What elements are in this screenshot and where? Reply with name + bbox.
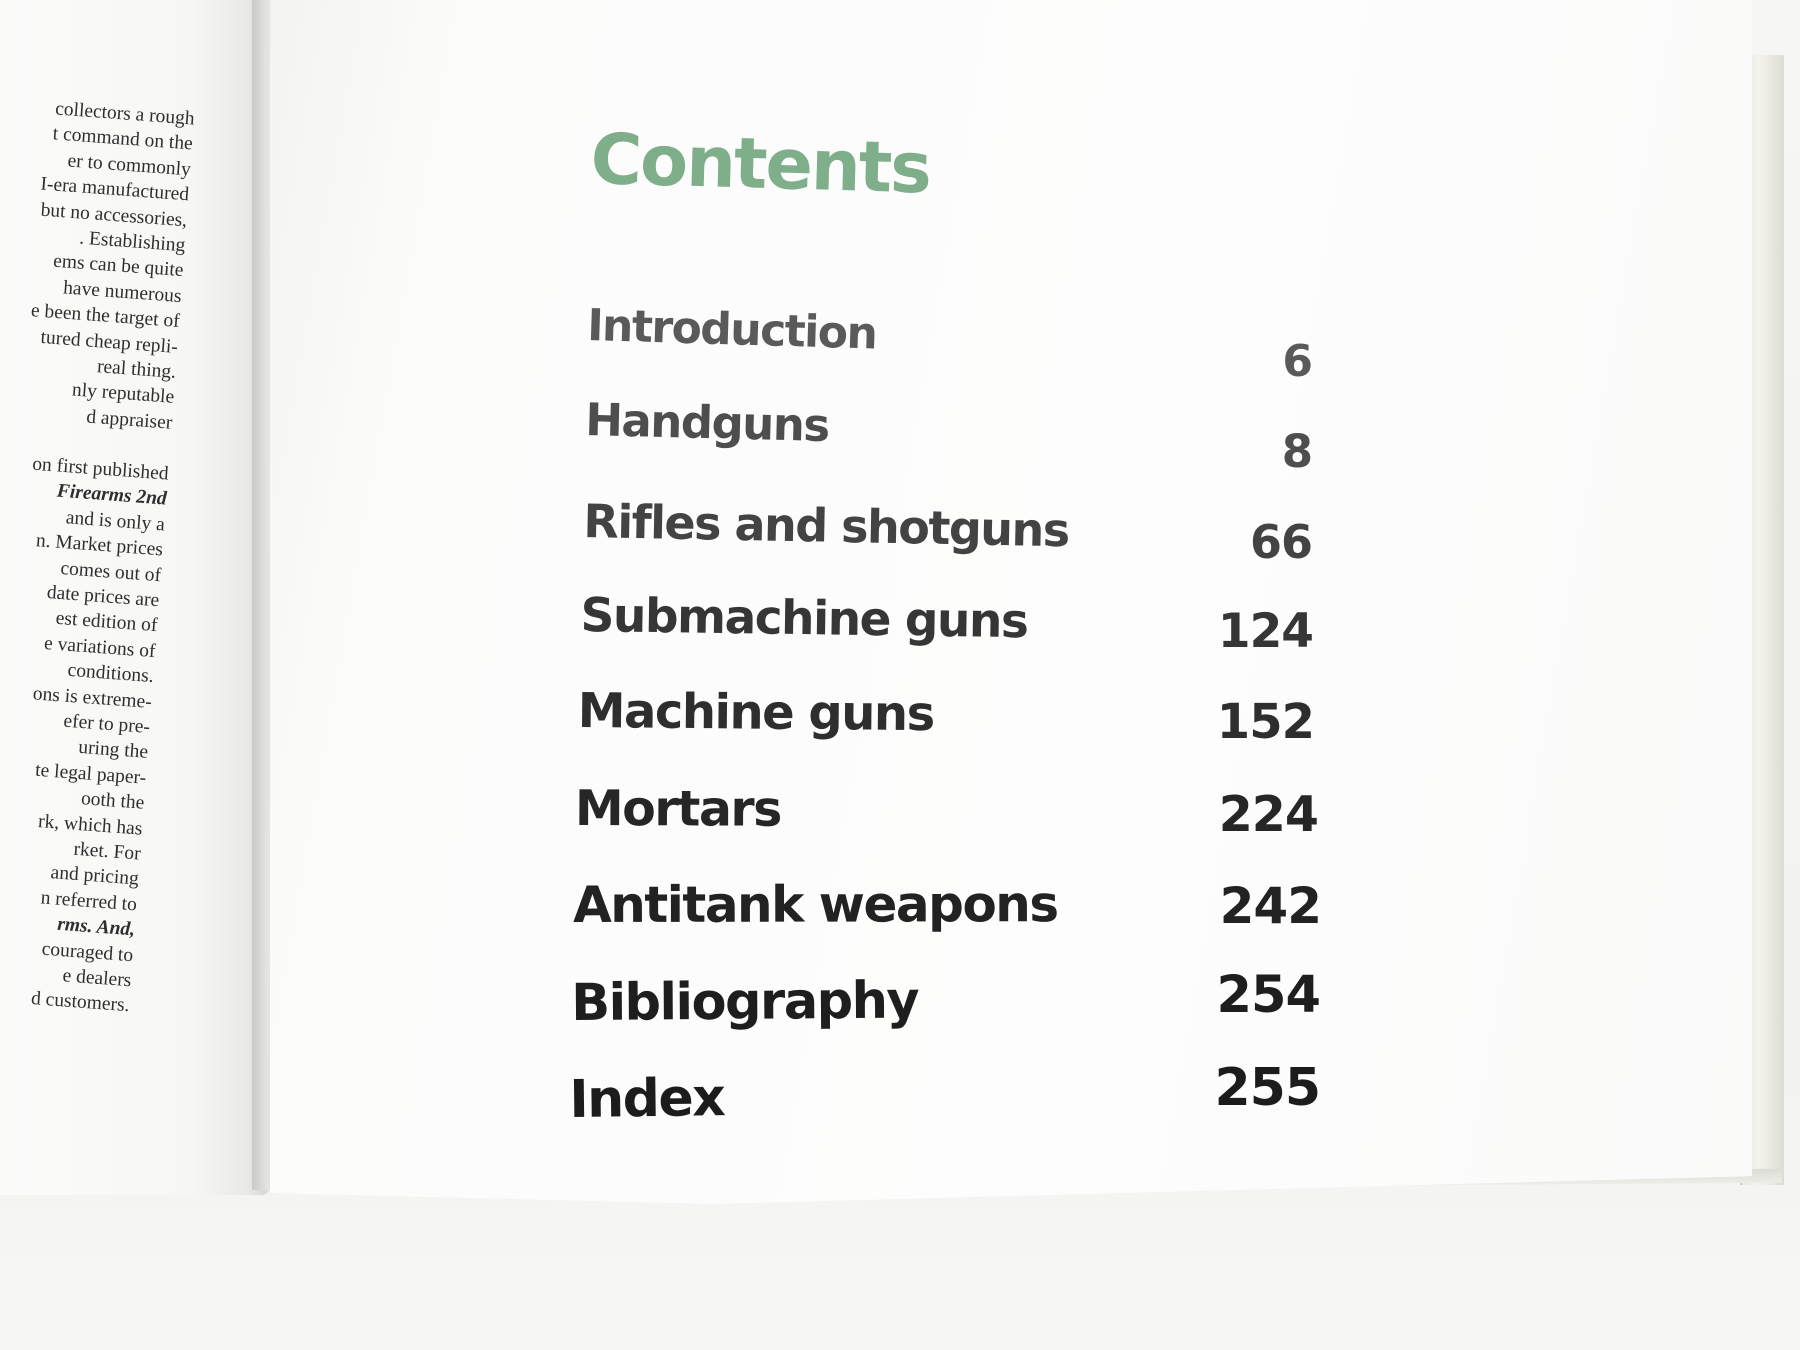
left-line: collectors a rough: [54, 98, 196, 130]
left-line: real thing.: [96, 356, 177, 383]
left-line: ems can be quite: [52, 251, 185, 282]
left-line: nly reputable: [71, 379, 175, 409]
toc-entry-page: 224: [1218, 786, 1318, 843]
toc-entry-label: Index: [569, 1068, 725, 1130]
left-line: e dealers: [61, 965, 133, 992]
toc-entry-page: 8: [1281, 425, 1312, 478]
toc-entry-page: 152: [1216, 694, 1314, 750]
toc-entry-label: Handguns: [584, 393, 830, 452]
left-line: ons is extreme-: [32, 682, 153, 713]
left-line: e been the target of: [30, 300, 181, 333]
left-line: n referred to: [39, 887, 138, 916]
left-line: couraged to: [41, 938, 134, 966]
left-line: . Establishing: [78, 227, 187, 257]
left-line: comes out of: [59, 557, 162, 586]
left-line: and is only a: [65, 507, 166, 536]
left-line: ooth the: [80, 788, 146, 814]
left-line: efer to pre-: [62, 710, 151, 738]
left-line: tured cheap repli-: [39, 326, 179, 358]
left-line: date prices are: [46, 582, 160, 612]
toc-entry-page: 6: [1282, 336, 1312, 387]
toc-entry-label: Antitank weapons: [573, 875, 1058, 934]
left-line: e variations of: [43, 632, 157, 662]
toc-entry-label: Submachine guns: [580, 588, 1028, 650]
toc-entry-page: 254: [1216, 966, 1320, 1025]
left-line: rket. For: [72, 838, 142, 865]
left-line: conditions.: [66, 660, 155, 688]
left-line: uring the: [77, 737, 149, 764]
left-line: I-era manufactured: [39, 173, 190, 206]
left-line: have numerous: [62, 277, 183, 307]
toc-entry-page: 66: [1249, 515, 1312, 569]
toc-entry-label: Mortars: [574, 780, 781, 838]
toc-entry-page: 255: [1214, 1058, 1320, 1118]
left-line-italic: Firearms 2nd: [56, 481, 168, 511]
toc-entry-label: Rifles and shotguns: [582, 494, 1070, 558]
left-line: d customers.: [30, 988, 131, 1017]
left-line: t command on the: [52, 123, 194, 155]
left-line: rk, which has: [37, 810, 144, 840]
left-line: d appraiser: [85, 406, 174, 434]
left-line: but no accessories,: [39, 199, 188, 231]
toc-entry-label: Bibliography: [571, 971, 919, 1033]
left-line: er to commonly: [66, 150, 192, 181]
left-line: n. Market prices: [35, 530, 164, 561]
left-line: te legal paper-: [34, 759, 147, 789]
contents-title: Contents: [589, 118, 932, 210]
left-line: and pricing: [49, 862, 140, 890]
left-line: est edition of: [54, 608, 159, 637]
toc-entry-page: 242: [1219, 877, 1321, 935]
toc-entry-label: Machine guns: [577, 683, 934, 743]
left-line: on first published: [31, 453, 170, 485]
toc-entry-label: Introduction: [586, 300, 878, 360]
toc-entry-page: 124: [1217, 604, 1313, 659]
left-line: rms. And,: [56, 913, 136, 941]
